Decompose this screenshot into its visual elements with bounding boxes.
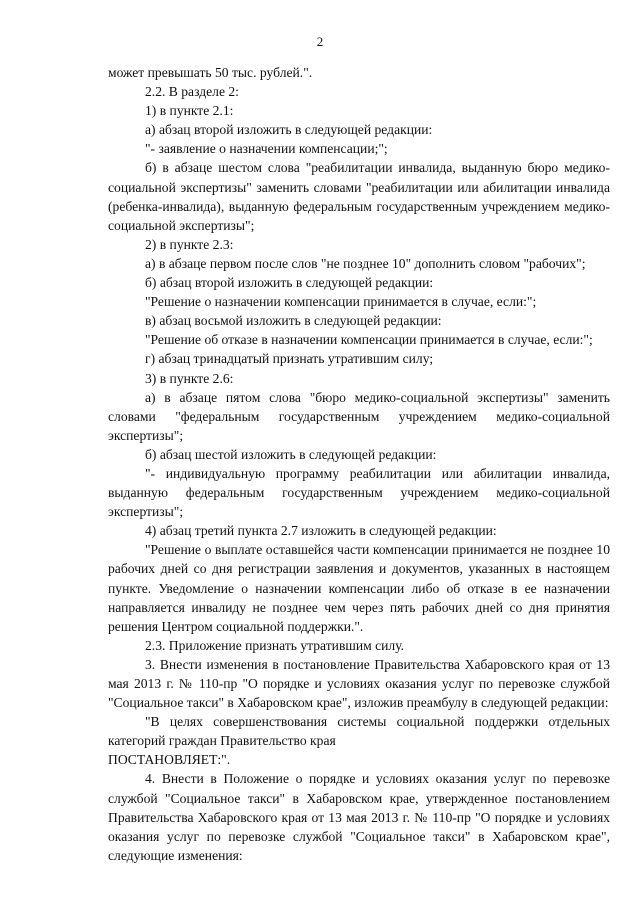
paragraph: "Решение о назначении компенсации принимается в случае, если:"; bbox=[145, 294, 537, 310]
paragraph: "В целях совершенствования системы социальной поддержки отдельных категорий граждан Правительство края bbox=[108, 714, 610, 749]
paragraph: в) абзац восьмой изложить в следующей редакции: bbox=[145, 313, 442, 329]
paragraph: 2) в пункте 2.3: bbox=[145, 236, 234, 252]
paragraph: б) в абзаце шестом слова "реабилитации инвалида, выданную бюро медико-социальной экспертизы" заменить словами "реабилитации или абилитации инвалида (ребенка-инвалида), выданную федеральным государственным учреждением медико-социальной экспертизы"; bbox=[108, 160, 610, 233]
paragraph: г) абзац тринадцатый признать утратившим силу; bbox=[145, 351, 434, 367]
paragraph: а) в абзаце первом после слов "не позднее 10" дополнить словом "рабочих"; bbox=[145, 255, 586, 271]
paragraph: 3) в пункте 2.6: bbox=[145, 370, 234, 386]
paragraph: а) абзац второй изложить в следующей редакции: bbox=[145, 122, 433, 138]
paragraph: "- индивидуальную программу реабилитации или абилитации инвалида, выданную федеральным государственным учреждением медико-социальной экспертизы"; bbox=[108, 465, 610, 520]
paragraph: 1) в пункте 2.1: bbox=[145, 103, 234, 119]
paragraph: б) абзац шестой изложить в следующей редакции: bbox=[145, 446, 437, 462]
paragraph: 3. Внести изменения в постановление Правительства Хабаровского края от 13 мая 2013 г. № 110-пр "О порядке и условиях оказания услуг по перевозке службой "Социальное такси" в Хабаровском крае", изложив преамбулу в следующей редакции: bbox=[108, 656, 610, 711]
page-number: 2 bbox=[316, 34, 324, 49]
paragraph: 4. Внести в Положение о порядке и условиях оказания услуг по перевозке службой "Социальное такси" в Хабаровском крае, утвержденное постановлением Правительства Хабаровского края от 13 мая 2013 г. № 110-пр "О порядке и условиях оказания услуг по перевозке службой "Социальное такси" в Хабаровском крае", следующие изменения: bbox=[108, 771, 610, 863]
paragraph: ПОСТАНОВЛЯЕТ:". bbox=[108, 752, 231, 768]
paragraph: "Решение о выплате оставшейся части компенсации принимается не позднее 10 рабочих дней со дня регистрации заявления и документов, указанных в настоящем пункте. Уведомление о назначении компенсации либо об отказе в ее назначении направляется инвалиду не позднее чем через пять рабочих дней со дня принятия решения Центром социальной поддержки.". bbox=[108, 542, 610, 634]
paragraph: "- заявление о назначении компенсации;"; bbox=[145, 141, 388, 157]
document-body bbox=[108, 63, 610, 865]
paragraph: а) в абзаце пятом слова "бюро медико-социальной экспертизы" заменить словами "федеральным государственным учреждением медико-социальной экспертизы"; bbox=[108, 389, 610, 443]
paragraph: "Решение об отказе в назначении компенсации принимается в случае, если:"; bbox=[145, 332, 593, 348]
paragraph: 2.3. Приложение признать утратившим силу. bbox=[145, 637, 405, 653]
paragraph: 2.2. В разделе 2: bbox=[145, 84, 239, 100]
paragraph: может превышать 50 тыс. рублей.". bbox=[108, 65, 313, 80]
paragraph: б) абзац второй изложить в следующей редакции: bbox=[145, 275, 434, 291]
paragraph: 4) абзац третий пункта 2.7 изложить в следующей редакции: bbox=[145, 523, 497, 539]
